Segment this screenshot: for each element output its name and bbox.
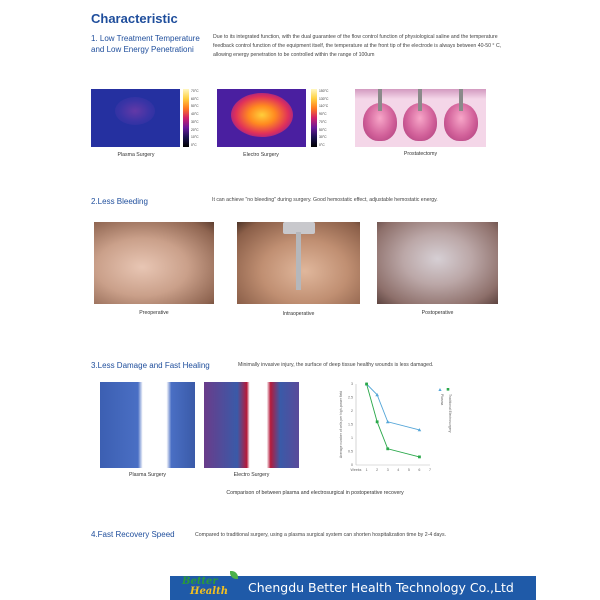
chart-svg — [322, 378, 472, 478]
legend-marker — [438, 388, 441, 391]
y-tick-label: 2.5 — [348, 395, 353, 400]
electro-histology-image — [204, 382, 299, 468]
y-tick-label: 0 — [351, 463, 353, 468]
legend-label: Traditional Electrosurgery — [448, 394, 453, 433]
data-point — [376, 420, 379, 423]
data-point — [365, 383, 368, 386]
electrode-probe — [296, 232, 301, 290]
plasma-surgery-caption: Plasma Surgery — [117, 152, 155, 158]
y-tick-label: 2 — [351, 409, 353, 414]
company-logo — [176, 570, 242, 600]
x-tick-label: 2 — [376, 468, 379, 472]
y-tick-label: 1.5 — [348, 422, 353, 427]
section1-text: Due to its integrated function, with the dual guarantee of the flow control function of physiological saline and the temperature feedback control function of the equipment itself, the temperature at the front tip of the electrode is always between 40-50 ° C, allowing energy penetration to be controlled within the range of 100um — [213, 34, 502, 58]
electro-thermal-image — [217, 89, 306, 147]
y-tick-label: 1 — [351, 436, 353, 441]
leaf-icon — [230, 571, 238, 579]
y-tick-label: 3 — [351, 382, 353, 387]
plasma-thermal-image — [91, 89, 180, 147]
intraoperative-photo — [237, 222, 360, 304]
series-line — [367, 384, 420, 430]
temperature-scale-bar-2 — [311, 89, 317, 147]
section2-heading: 2.Less Bleeding — [91, 197, 148, 206]
temperature-scale-bar-1 — [183, 89, 189, 147]
x-tick-label: 3 — [386, 468, 389, 472]
section1-heading: 1. Low Treatment Temperature and Low Energy Penetrationi — [91, 34, 200, 54]
preoperative-photo — [94, 222, 214, 304]
data-point — [418, 456, 421, 459]
electro-surgery-caption: Electro Surgery — [243, 152, 279, 158]
x-tick-label: 7 — [429, 468, 431, 472]
postoperative-photo — [377, 222, 498, 304]
series-line — [367, 384, 420, 457]
x-tick-label: 4 — [397, 468, 400, 472]
prostatectomy-illustration — [355, 89, 486, 147]
temperature-scale-labels-1: 70°C 60°C 50°C 40°C 30°C 20°C 10°C 0°C — [191, 89, 199, 147]
section4-heading: 4.Fast Recovery Speed — [91, 530, 175, 539]
section2-text: It can achieve "no bleeding" during surgery. Good hemostatic effect, adjustable hemostatic energy. — [212, 197, 438, 203]
logo-text-line1: Better — [182, 576, 218, 587]
preoperative-caption: Preoperative — [139, 310, 169, 316]
x-tick-label: Weeks — [350, 468, 362, 472]
x-tick-label: 1 — [365, 468, 368, 472]
legend-label: Plasma — [440, 394, 445, 406]
data-point — [386, 447, 389, 450]
electro-histology-caption: Electro Surgery — [233, 472, 270, 478]
page-title: Characteristic — [91, 11, 178, 26]
section3-heading: 3.Less Damage and Fast Healing — [91, 361, 210, 370]
logo-text-line2: Health — [190, 586, 228, 597]
recovery-line-chart — [322, 378, 472, 478]
x-tick-label: 5 — [407, 468, 410, 472]
y-tick-label: 0.5 — [348, 449, 353, 454]
section4-text: Compared to traditional surgery, using a plasma surgical system can shorten hospitalization time by 2-4 days. — [195, 532, 447, 538]
y-axis-label: Average number of cells per high-power field — [339, 390, 343, 459]
legend-marker — [447, 388, 450, 391]
intraoperative-caption: Intraoperative — [282, 311, 315, 317]
plasma-histology-caption: Plasma Surgery — [129, 472, 166, 478]
x-tick-label: 6 — [418, 468, 421, 472]
comparison-caption: Comparison of between plasma and electrosurgical in postoperative recovery — [226, 490, 404, 496]
plasma-histology-image — [100, 382, 195, 468]
temperature-scale-labels-2: 150°C 130°C 110°C 90°C 70°C 50°C 30°C 0°C — [319, 89, 329, 147]
data-point — [386, 420, 390, 423]
company-name: Chengdu Better Health Technology Co.,Ltd — [248, 580, 514, 595]
prostatectomy-caption: Prostatectomy — [403, 151, 438, 157]
postoperative-caption: Postoperative — [421, 310, 454, 316]
section3-text: Minimally invasive injury, the surface of deep tissue healthy wounds is less damaged. — [238, 362, 434, 368]
